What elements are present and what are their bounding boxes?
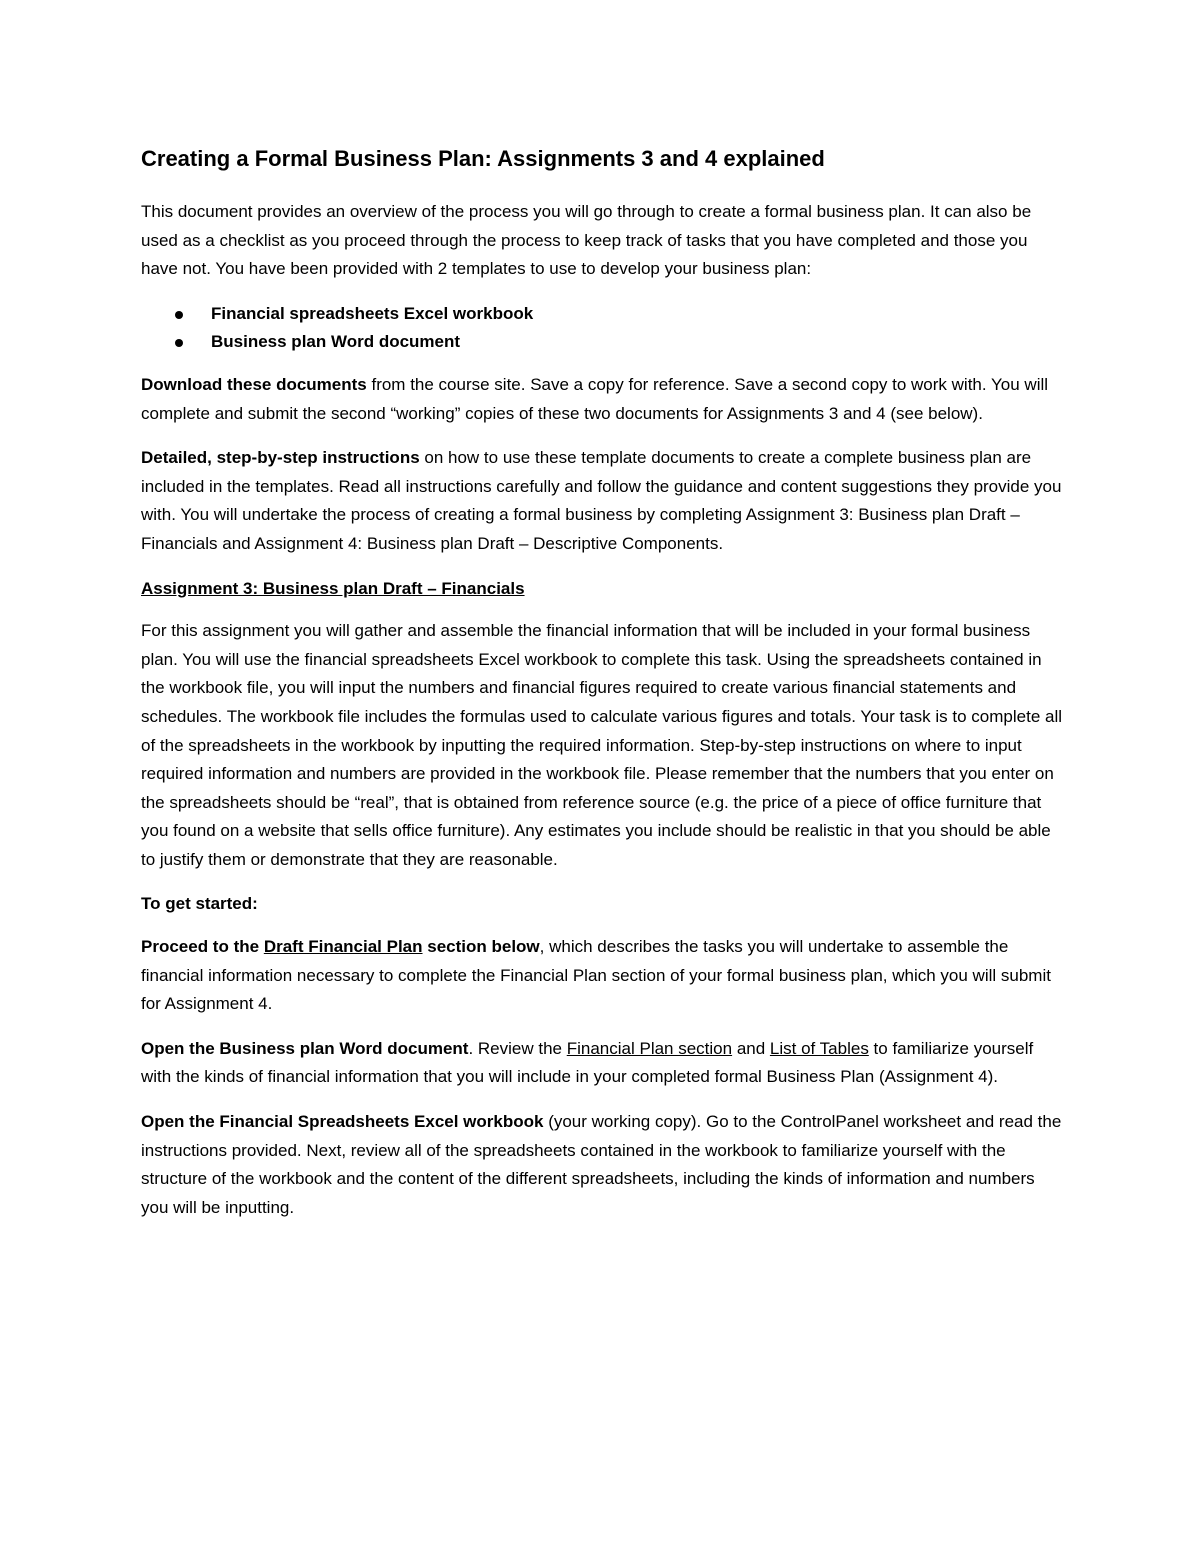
templates-list bbox=[141, 300, 1066, 357]
download-paragraph bbox=[141, 371, 1066, 428]
bullet-icon bbox=[175, 311, 183, 319]
open-word-paragraph bbox=[141, 1035, 1066, 1092]
detailed-text: on how to use these template documents to create a complete business plan are included in the templates. Read all instructions carefully and follow the guidance and content suggestions they provide you with. You will undertake the process of creating a formal business by completing Assignment 3: Business plan Draft – Financials and Assignment 4: Business plan Draft – Descriptive Components. bbox=[141, 448, 1062, 553]
template-excel-label: Financial spreadsheets Excel workbook bbox=[211, 303, 534, 323]
template-word-label: Business plan Word document bbox=[211, 332, 461, 352]
detailed-paragraph bbox=[141, 444, 1066, 558]
proceed-lead-b: section below bbox=[422, 937, 540, 957]
draft-financial-plan-link[interactable]: Draft Financial Plan bbox=[263, 937, 423, 957]
open-word-text-a: . Review the bbox=[468, 1038, 567, 1058]
open-word-text-b: and bbox=[732, 1038, 770, 1058]
financial-plan-section-link[interactable]: Financial Plan section bbox=[566, 1038, 733, 1058]
get-started-heading: To get started: bbox=[141, 894, 258, 914]
open-word-text-c: to familiarize yourself with the kinds of financial information that you will include in your completed formal Business Plan (Assignment 4). bbox=[141, 1038, 1034, 1087]
open-excel-paragraph bbox=[141, 1108, 1066, 1222]
list-item bbox=[211, 300, 1066, 329]
document-title: Creating a Formal Business Plan: Assignments 3 and 4 explained bbox=[141, 146, 825, 171]
assignment3-body: For this assignment you will gather and assemble the financial information that will be included in your formal business plan. You will use the financial spreadsheets Excel workbook to complete this task. Using the spreadsheets contained in the workbook file, you will input the numbers and financial figures required to create various financial statements and schedules. The workbook file includes the formulas used to calculate various figures and totals. Your task is to complete all of the spreadsheets in the workbook by inputting the required information. Step-by-step instructions on where to input required information and numbers are provided in the workbook file. Please remember that the numbers that you enter on the spreadsheets should be “real”, that is obtained from reference source (e.g. the price of a piece of office furniture that you found on a website that sells office furniture). Any estimates you include should be realistic in that you should be able to justify them or demonstrate that they are reasonable. bbox=[141, 621, 1063, 869]
intro-paragraph: This document provides an overview of the process you will go through to create a formal business plan. It can also be used as a checklist as you proceed through the process to keep track of tasks that you have completed and those you have not. You have been provided with 2 templates to use to develop your business plan: bbox=[141, 202, 1032, 279]
list-of-tables-link[interactable]: List of Tables bbox=[769, 1038, 869, 1058]
detailed-lead: Detailed, step-by-step instructions bbox=[141, 448, 420, 468]
download-lead: Download these documents bbox=[141, 374, 367, 394]
document-page bbox=[141, 142, 1066, 1238]
open-excel-lead: Open the Financial Spreadsheets Excel workbook bbox=[141, 1112, 544, 1132]
list-item bbox=[211, 328, 1066, 357]
open-word-lead: Open the Business plan Word document bbox=[141, 1038, 469, 1058]
download-text: from the course site. Save a copy for reference. Save a second copy to work with. You will complete and submit the second “working” copies of these two documents for Assignments 3 and 4 (see below). bbox=[141, 374, 1049, 423]
assignment3-heading: Assignment 3: Business plan Draft – Financials bbox=[141, 578, 525, 598]
proceed-text: , which describes the tasks you will undertake to assemble the financial information necessary to complete the Financial Plan section of your formal business plan, which you will submit for Assignment 4. bbox=[141, 937, 1051, 1014]
open-excel-text: (your working copy). Go to the ControlPanel worksheet and read the instructions provided. Next, review all of the spreadsheets contained in the workbook to familiarize yourself with the structure of the workbook and the content of the different spreadsheets, including the kinds of information and numbers you will be inputting. bbox=[141, 1112, 1062, 1217]
proceed-paragraph bbox=[141, 933, 1066, 1019]
proceed-lead-a: Proceed to the bbox=[141, 937, 264, 957]
bullet-icon bbox=[175, 339, 183, 347]
